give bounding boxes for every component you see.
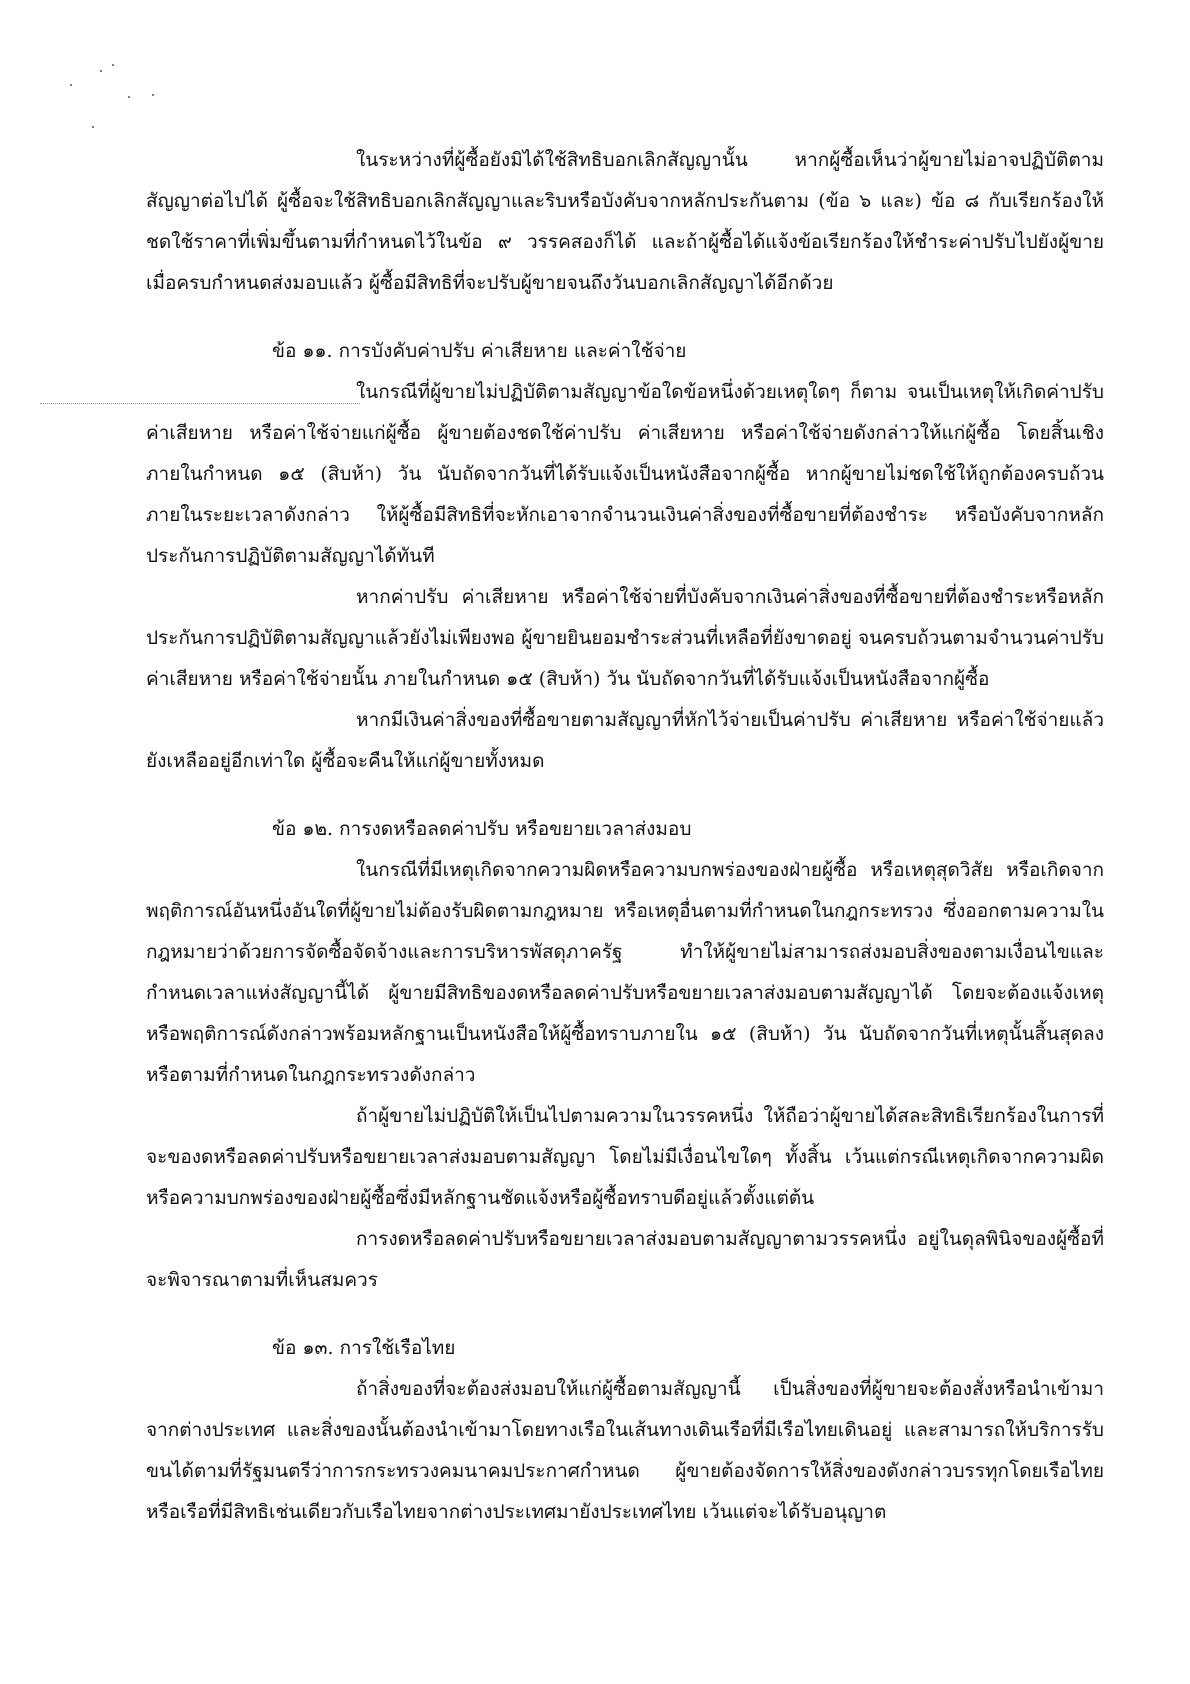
paragraph-clause-11-1: ในกรณีที่ผู้ขายไม่ปฏิบัติตามสัญญาข้อใดข้อหนึ่งด้วยเหตุใดๆ ก็ตาม จนเป็นเหตุให้เกิดค่าปรับ ค่าเสียหาย หรือค่าใช้จ่ายแก่ผู้ซื้อ ผู้ขายต้องชดใช้ค่าปรับ ค่าเสียหาย หรือค่าใช้จ่ายดังกล่าวให้แก่ผู้ซื้อ โดยสิ้นเชิงภายในกำหนด ๑๕ (สิบห้า) วัน นับถัดจากวันที่ได้รับแจ้งเป็นหนังสือจากผู้ซื้อ หากผู้ขายไม่ชดใช้ให้ถูกต้องครบถ้วนภายในระยะเวลาดังกล่าว ให้ผู้ซื้อมีสิทธิที่จะหักเอาจากจำนวนเงินค่าสิ่งของที่ซื้อขายที่ต้องชำระ หรือบังคับจากหลักประกันการปฏิบัติตามสัญญาได้ทันที bbox=[146, 381, 1104, 567]
heading-clause-11: ข้อ ๑๑. การบังคับค่าปรับ ค่าเสียหาย และค่าใช้จ่าย bbox=[272, 340, 687, 362]
paragraph-clause-13-1: ถ้าสิ่งของที่จะต้องส่งมอบให้แก่ผู้ซื้อตามสัญญานี้ เป็นสิ่งของที่ผู้ขายจะต้องสั่งหรือนำเข้ามาจากต่างประเทศ และสิ่งของนั้นต้องนำเข้ามาโดยทางเรือในเส้นทางเดินเรือที่มีเรือไทยเดินอยู่ และสามารถให้บริการรับขนได้ตามที่รัฐมนตรีว่าการกระทรวงคมนาคมประกาศกำหนด ผู้ขายต้องจัดการให้สิ่งของดังกล่าวบรรทุกโดยเรือไทยหรือเรือที่มีสิทธิเช่นเดียวกับเรือไทยจากต่างประเทศมายังประเทศไทย เว้นแต่จะได้รับอนุญาต bbox=[146, 1378, 1104, 1523]
document-body bbox=[146, 140, 1104, 1533]
paragraph-clause-11-3: หากมีเงินค่าสิ่งของที่ซื้อขายตามสัญญาที่หักไว้จ่ายเป็นค่าปรับ ค่าเสียหาย หรือค่าใช้จ่ายแล้วยังเหลืออยู่อีกเท่าใด ผู้ซื้อจะคืนให้แก่ผู้ขายทั้งหมด bbox=[146, 709, 1104, 772]
heading-clause-12: ข้อ ๑๒. การงดหรือลดค่าปรับ หรือขยายเวลาส่งมอบ bbox=[272, 818, 692, 840]
paragraph-termination-rights: ในระหว่างที่ผู้ซื้อยังมิได้ใช้สิทธิบอกเลิกสัญญานั้น หากผู้ซื้อเห็นว่าผู้ขายไม่อาจปฏิบัติตามสัญญาต่อไปได้ ผู้ซื้อจะใช้สิทธิบอกเลิกสัญญาและริบหรือบังคับจากหลักประกันตาม (ข้อ ๖ และ) ข้อ ๘ กับเรียกร้องให้ชดใช้ราคาที่เพิ่มขึ้นตามที่กำหนดไว้ในข้อ ๙ วรรคสองก็ได้ และถ้าผู้ซื้อได้แจ้งข้อเรียกร้องให้ชำระค่าปรับไปยังผู้ขายเมื่อครบกำหนดส่งมอบแล้ว ผู้ซื้อมีสิทธิที่จะปรับผู้ขายจนถึงวันบอกเลิกสัญญาได้อีกด้วย bbox=[146, 149, 1104, 294]
heading-clause-13: ข้อ ๑๓. การใช้เรือไทย bbox=[272, 1337, 456, 1359]
paragraph-clause-11-2: หากค่าปรับ ค่าเสียหาย หรือค่าใช้จ่ายที่บังคับจากเงินค่าสิ่งของที่ซื้อขายที่ต้องชำระหรือหลักประกันการปฏิบัติตามสัญญาแล้วยังไม่เพียงพอ ผู้ขายยินยอมชำระส่วนที่เหลือที่ยังขาดอยู่ จนครบถ้วนตามจำนวนค่าปรับ ค่าเสียหาย หรือค่าใช้จ่ายนั้น ภายในกำหนด ๑๕ (สิบห้า) วัน นับถัดจากวันที่ได้รับแจ้งเป็นหนังสือจากผู้ซื้อ bbox=[146, 586, 1104, 690]
paragraph-clause-12-2: ถ้าผู้ขายไม่ปฏิบัติให้เป็นไปตามความในวรรคหนึ่ง ให้ถือว่าผู้ขายได้สละสิทธิเรียกร้องในการที่จะของดหรือลดค่าปรับหรือขยายเวลาส่งมอบตามสัญญา โดยไม่มีเงื่อนไขใดๆ ทั้งสิ้น เว้นแต่กรณีเหตุเกิดจากความผิดหรือความบกพร่องของฝ่ายผู้ซื้อซึ่งมีหลักฐานชัดแจ้งหรือผู้ซื้อทราบดีอยู่แล้วตั้งแต่ต้น bbox=[146, 1105, 1104, 1209]
paragraph-clause-12-3: การงดหรือลดค่าปรับหรือขยายเวลาส่งมอบตามสัญญาตามวรรคหนึ่ง อยู่ในดุลพินิจของผู้ซื้อที่จะพิจารณาตามที่เห็นสมควร bbox=[146, 1228, 1104, 1291]
paragraph-clause-12-1: ในกรณีที่มีเหตุเกิดจากความผิดหรือความบกพร่องของฝ่ายผู้ซื้อ หรือเหตุสุดวิสัย หรือเกิดจากพฤติการณ์อันหนึ่งอันใดที่ผู้ขายไม่ต้องรับผิดตามกฎหมาย หรือเหตุอื่นตามที่กำหนดในกฎกระทรวง ซึ่งออกตามความในกฎหมายว่าด้วยการจัดซื้อจัดจ้างและการบริหารพัสดุภาครัฐ ทำให้ผู้ขายไม่สามารถส่งมอบสิ่งของตามเงื่อนไขและกำหนดเวลาแห่งสัญญานี้ได้ ผู้ขายมีสิทธิของดหรือลดค่าปรับหรือขยายเวลาส่งมอบตามสัญญาได้ โดยจะต้องแจ้งเหตุหรือพฤติการณ์ดังกล่าวพร้อมหลักฐานเป็นหนังสือให้ผู้ซื้อทราบภายใน ๑๕ (สิบห้า) วัน นับถัดจากวันที่เหตุนั้นสิ้นสุดลง หรือตามที่กำหนดในกฎกระทรวงดังกล่าว bbox=[146, 859, 1104, 1086]
